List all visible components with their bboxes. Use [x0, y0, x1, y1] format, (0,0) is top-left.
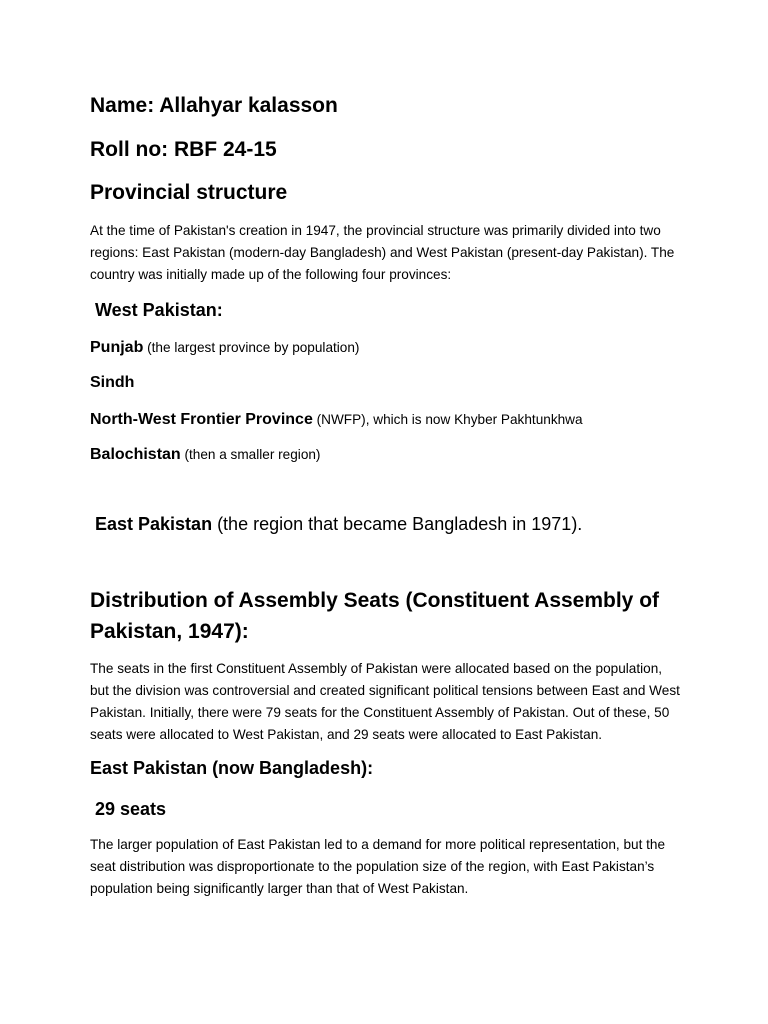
distribution-paragraph: The seats in the first Constituent Assembly of Pakistan were allocated based on the population, but the division was controversial and created significant political tensions between East and West Pakistan. Initially, there were 79 seats for the Constituent Assembly of Pakistan. Out of these, 50 seats were allocated to West Pakistan, and 29 seats were allocated to East Pakistan. — [90, 661, 680, 742]
east-pakistan-line — [95, 514, 582, 535]
east-pakistan-seats-heading: East Pakistan (now Bangladesh): — [90, 758, 374, 778]
province-name: Balochistan — [90, 446, 181, 463]
province-note: (NWFP), which is now Khyber Pakhtunkhwa — [312, 412, 583, 427]
roll-number-heading: Roll no: RBF 24-15 — [90, 138, 277, 161]
province-item-sindh — [90, 374, 134, 392]
provincial-structure-heading: Provincial structure — [90, 181, 288, 204]
province-item-balochistan — [90, 446, 320, 464]
west-pakistan-heading: West Pakistan: — [95, 300, 223, 320]
province-item-nwfp — [90, 411, 583, 429]
closing-paragraph: The larger population of East Pakistan led to a demand for more political representation, but the seat distribution was disproportionate to the population size of the region, with East Pakistan’s population being significantly larger than that of West Pakistan. — [90, 837, 666, 896]
province-item-punjab — [90, 339, 359, 357]
province-name: Sindh — [90, 374, 135, 391]
east-pakistan-note: (the region that became Bangladesh in 1971). — [212, 514, 583, 534]
distribution-heading: Distribution of Assembly Seats (Constituent Assembly of Pakistan, 1947): — [90, 589, 660, 643]
province-name: North-West Frontier Province — [90, 411, 313, 428]
seats-count-heading: 29 seats — [95, 799, 167, 819]
student-name-heading: Name: Allahyar kalasson — [90, 94, 338, 117]
provincial-structure-paragraph: At the time of Pakistan's creation in 1947, the provincial structure was primarily divided into two regions: East Pakistan (modern-day Bangladesh) and West Pakistan (present-day Pakistan). The country was initially made up of the following four provinces: — [90, 223, 675, 282]
east-pakistan-name: East Pakistan — [95, 514, 213, 534]
province-note: (then a smaller region) — [180, 447, 321, 462]
province-note: (the largest province by population) — [143, 340, 360, 355]
province-name: Punjab — [90, 339, 144, 356]
